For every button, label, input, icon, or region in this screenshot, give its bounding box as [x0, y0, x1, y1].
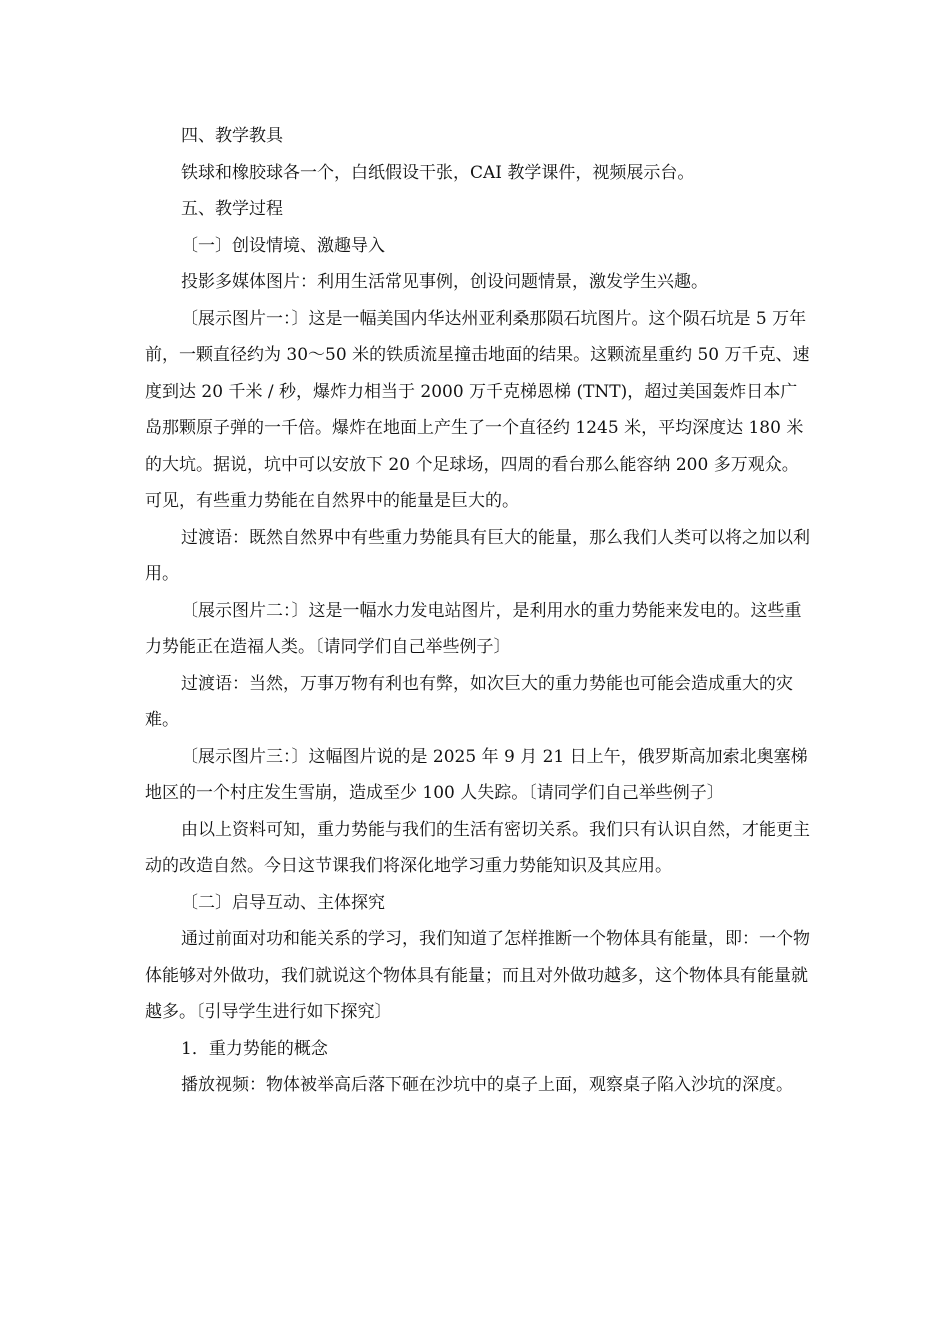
item-heading-gravitational-potential-energy: 1．重力势能的概念: [181, 1038, 328, 1059]
paragraph-video: 播放视频：物体被举高后落下砸在沙坑中的桌子上面，观察桌子陷入沙坑的深度。: [181, 1075, 793, 1095]
paragraph-conclusion: 由以上资料可知，重力势能与我们的生活有密切关系。我们只有认识自然，才能更主动的改造自然。今日这节课我们将深化地学习重力势能知识及其应用。: [145, 819, 810, 876]
paragraph-picture-one: 〔展示图片一：〕这是一幅美国内华达州亚利桑那陨石坑图片。这个陨石坑是 5 万年前，一颗直径约为 30～50 米的铁质流星撞击地面的结果。这颗流星重约 50 万千克、速度到达 20 千米 / 秒，爆炸力相当于 2000 万千克梯恩梯 (TNT)，超过美国轰炸日本广岛那颗原子弹的一千倍。爆炸在地面上产生了一个直径约 1245 米，平均深度达 180 米的大坑。据说，坑中可以安放下 20 个足球场，四周的看台那么能容纳 200 多万观众。可见，有些重力势能在自然界中的能量是巨大的。: [145, 308, 810, 511]
paragraph-projection: 投影多媒体图片：利用生活常见事例，创设问题情景，激发学生兴趣。: [181, 272, 708, 292]
document-page: [145, 118, 810, 1104]
subsection-heading-exploration: 〔二〕启导互动、主体探究: [181, 892, 385, 913]
paragraph-transition-two: 过渡语：当然，万事万物有利也有弊，如次巨大的重力势能也可能会造成重大的灾难。: [145, 673, 793, 730]
section-heading-teaching-aids: 四、教学教具: [181, 126, 283, 146]
paragraph-work-energy: 通过前面对功和能关系的学习，我们知道了怎样推断一个物体具有能量，即：一个物体能够对外做功，我们就说这个物体具有能量；而且对外做功越多，这个物体具有能量就越多。〔引导学生进行如下探究〕: [145, 929, 810, 1022]
paragraph-transition-one: 过渡语：既然自然界中有些重力势能具有巨大的能量，那么我们人类可以将之加以利用。: [145, 527, 810, 584]
paragraph-picture-three: 〔展示图片三：〕这幅图片说的是 2025 年 9 月 21 日上午，俄罗斯高加索北奥塞梯地区的一个村庄发生雪崩，造成至少 100 人失踪。〔请同学们自己举些例子〕: [145, 746, 808, 803]
paragraph-picture-two: 〔展示图片二：〕这是一幅水力发电站图片，是利用水的重力势能来发电的。这些重力势能正在造福人类。〔请同学们自己举些例子〕: [145, 600, 802, 657]
section-heading-teaching-process: 五、教学过程: [181, 199, 283, 219]
subsection-heading-intro: 〔一〕创设情境、激趣导入: [181, 235, 385, 256]
paragraph-teaching-aids-list: 铁球和橡胶球各一个，白纸假设干张，CAI 教学课件，视频展示台。: [181, 162, 695, 183]
